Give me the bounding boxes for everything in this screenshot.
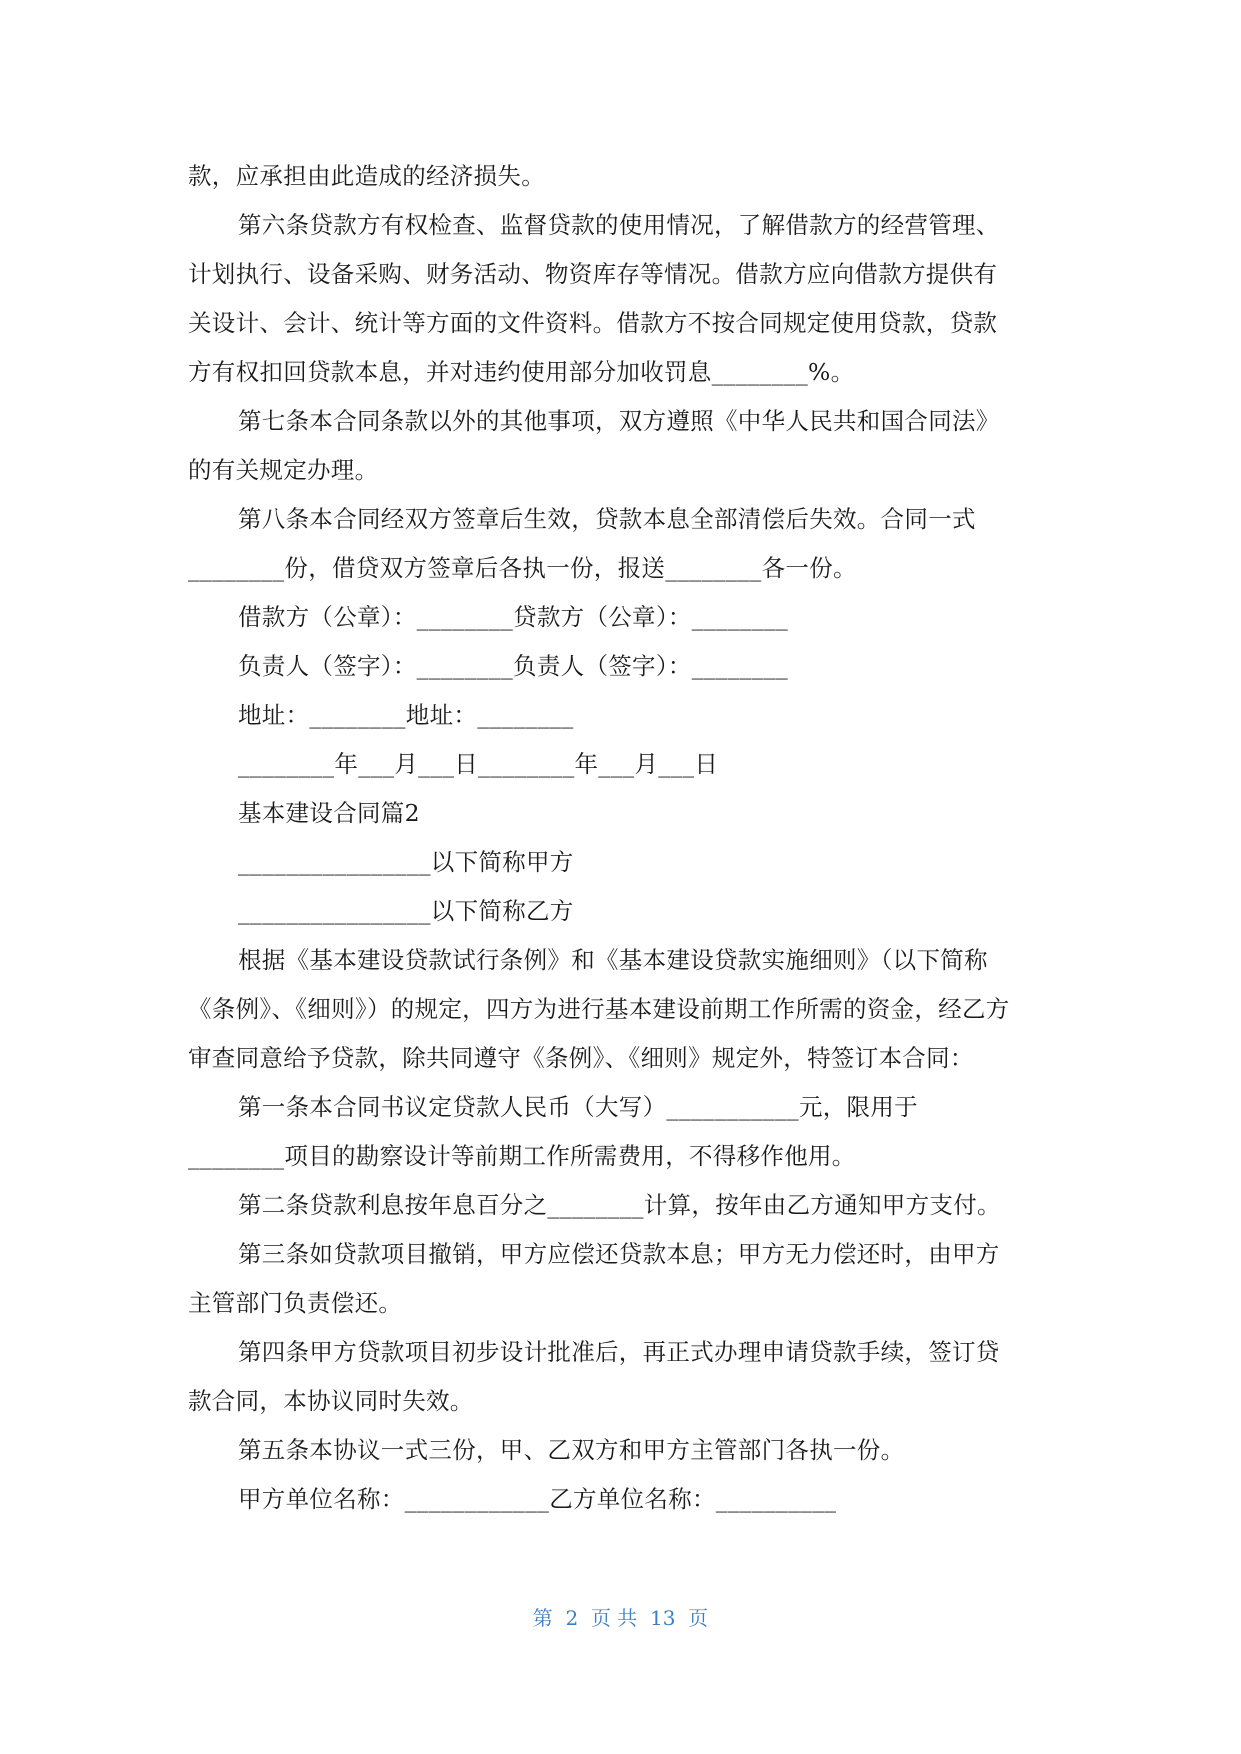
address-line: 地址：________地址：________ bbox=[238, 701, 574, 729]
text-line: 的有关规定办理。 bbox=[188, 456, 379, 484]
text-line: 第二条贷款利息按年息百分之________计算，按年由乙方通知甲方支付。 bbox=[238, 1191, 1001, 1219]
signature-line: 借款方（公章）：________贷款方（公章）：________ bbox=[238, 603, 789, 631]
text-line: ________项目的勘察设计等前期工作所需费用，不得移作他用。 bbox=[188, 1142, 856, 1170]
text-line: 款，应承担由此造成的经济损失。 bbox=[188, 162, 545, 190]
signature-line: 甲方单位名称：____________乙方单位名称：__________ bbox=[238, 1485, 837, 1513]
document-body bbox=[188, 152, 1056, 1524]
text-line: 审查同意给予贷款，除共同遵守《条例》、《细则》规定外，特签订本合同： bbox=[188, 1044, 974, 1072]
text-line: 第四条甲方贷款项目初步设计批准后，再正式办理申请贷款手续，签订贷 bbox=[238, 1338, 1000, 1366]
party-line: ________________以下简称甲方 bbox=[238, 848, 574, 876]
date-line: ________年___月___日________年___月___日 bbox=[238, 750, 719, 778]
text-line: ________份，借贷双方签章后各执一份，报送________各一份。 bbox=[188, 554, 857, 582]
text-line: 方有权扣回贷款本息，并对违约使用部分加收罚息________%。 bbox=[188, 358, 855, 386]
text-line: 第八条本合同经双方签章后生效，贷款本息全部清偿后失效。合同一式 bbox=[238, 505, 976, 533]
party-line: ________________以下简称乙方 bbox=[238, 897, 574, 925]
text-line: 第三条如贷款项目撤销，甲方应偿还贷款本息；甲方无力偿还时，由甲方 bbox=[238, 1240, 1000, 1268]
text-line: 第六条贷款方有权检查、监督贷款的使用情况，了解借款方的经营管理、 bbox=[238, 211, 1000, 239]
text-line: 款合同，本协议同时失效。 bbox=[188, 1387, 474, 1415]
text-line: 第五条本协议一式三份，甲、乙双方和甲方主管部门各执一份。 bbox=[238, 1436, 905, 1464]
text-line: 第一条本合同书议定贷款人民币（大写）___________元，限用于 bbox=[238, 1093, 918, 1121]
text-line: 第七条本合同条款以外的其他事项，双方遵照《中华人民共和国合同法》 bbox=[238, 407, 1000, 435]
section-title: 基本建设合同篇2 bbox=[238, 799, 420, 827]
text-line: 《条例》、《细则》）的规定，四方为进行基本建设前期工作所需的资金，经乙方 bbox=[188, 995, 1010, 1023]
text-line: 根据《基本建设贷款试行条例》和《基本建设贷款实施细则》（以下简称 bbox=[238, 946, 988, 974]
text-line: 主管部门负责偿还。 bbox=[188, 1289, 403, 1317]
page-number-footer: 第 2 页 共 13 页 bbox=[532, 1606, 709, 1630]
text-line: 关设计、会计、统计等方面的文件资料。借款方不按合同规定使用贷款，贷款 bbox=[188, 309, 998, 337]
text-line: 计划执行、设备采购、财务活动、物资库存等情况。借款方应向借款方提供有 bbox=[188, 260, 998, 288]
signature-line: 负责人（签字）：________负责人（签字）：________ bbox=[238, 652, 789, 680]
